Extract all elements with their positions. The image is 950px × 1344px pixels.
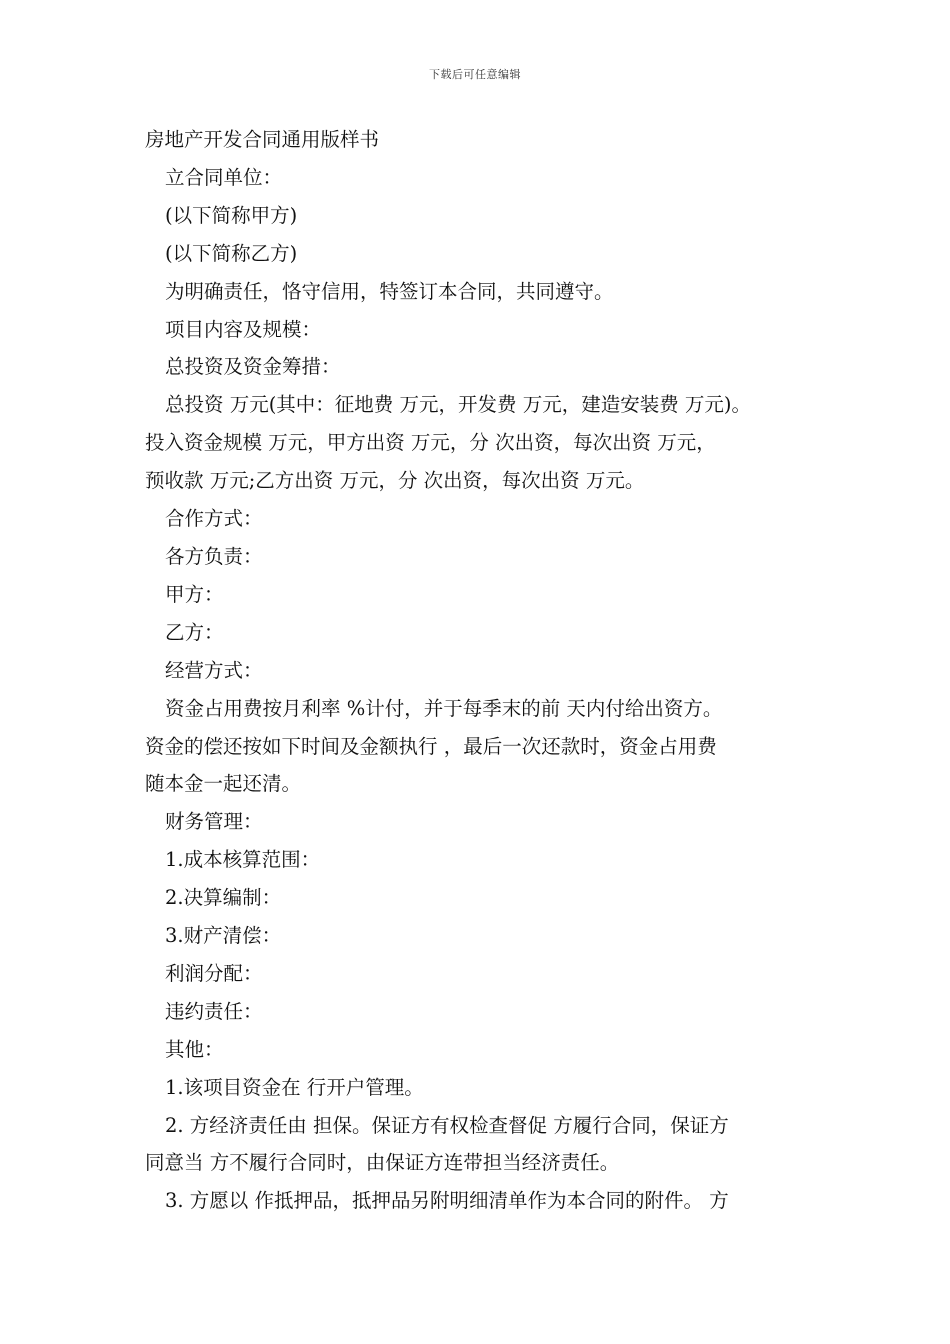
document-line: 甲方： — [165, 582, 224, 606]
document-line: 乙方： — [165, 620, 224, 644]
document-line: 随本金一起还清。 — [145, 772, 302, 796]
document-line: (以下简称乙方) — [165, 241, 298, 265]
document-body — [145, 121, 825, 1220]
document-line: (以下简称甲方) — [165, 203, 298, 227]
document-line: 总投资 万元(其中：征地费 万元，开发费 万元，建造安装费 万元)。 — [165, 393, 752, 417]
document-line: 2. 方经济责任由 担保。保证方有权检查督促 方履行合同，保证方 — [165, 1113, 729, 1137]
document-line: 各方负责： — [165, 544, 263, 568]
page-header: 下载后可任意编辑 — [429, 68, 521, 81]
document-line: 预收款 万元;乙方出资 万元，分 次出资，每次出资 万元。 — [145, 469, 645, 493]
document-line: 投入资金规模 万元，甲方出资 万元，分 次出资，每次出资 万元， — [145, 431, 716, 455]
document-line: 1.该项目资金在 行开户管理。 — [165, 1075, 424, 1099]
document-line: 违约责任： — [165, 999, 263, 1023]
document-line: 3.财产清偿： — [165, 924, 282, 948]
document-line: 合作方式： — [165, 507, 263, 531]
document-lines — [145, 159, 825, 1220]
document-line: 项目内容及规模： — [165, 317, 322, 341]
document-line: 总投资及资金筹措： — [165, 355, 341, 379]
document-line: 3. 方愿以 作抵押品，抵押品另附明细清单作为本合同的附件。 方 — [165, 1189, 729, 1213]
document-line: 资金占用费按月利率 %计付，并于每季末的前 天内付给出资方。 — [165, 696, 723, 720]
document-line: 2.决算编制： — [165, 886, 282, 910]
document-line: 立合同单位： — [165, 165, 283, 189]
document-line: 同意当 方不履行合同时，由保证方连带担当经济责任。 — [145, 1151, 620, 1175]
document-line: 经营方式： — [165, 658, 263, 682]
document-line: 其他： — [165, 1037, 224, 1061]
document-title: 房地产开发合同通用版样书 — [145, 128, 380, 151]
document-line: 1.成本核算范围： — [165, 848, 321, 872]
document-line: 资金的偿还按如下时间及金额执行 ，最后一次还款时，资金占用费 — [145, 734, 717, 758]
document-line: 利润分配： — [165, 961, 263, 985]
document-line: 为明确责任，恪守信用，特签订本合同，共同遵守。 — [165, 279, 614, 303]
document-line: 财务管理： — [165, 810, 263, 834]
